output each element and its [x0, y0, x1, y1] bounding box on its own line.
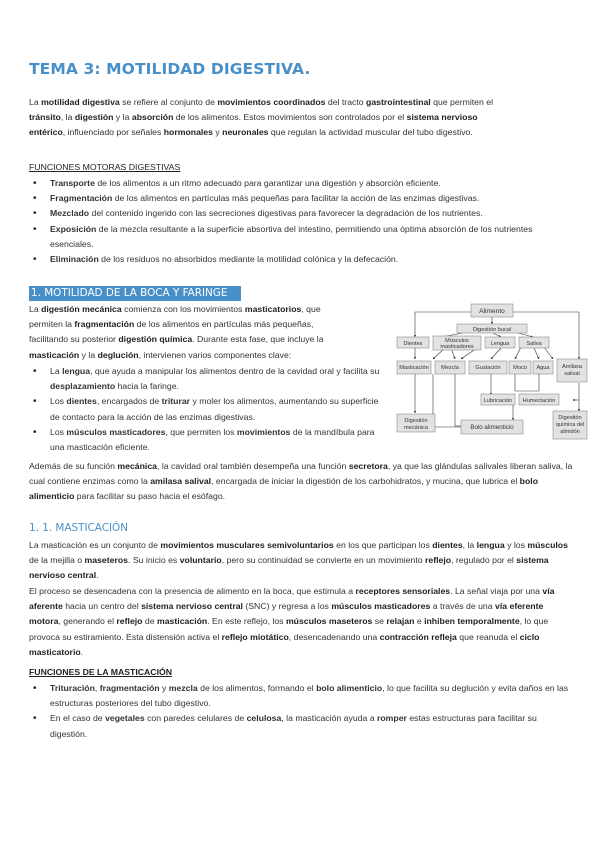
diagram-box-dientes: [397, 337, 429, 348]
diagram-box-lubricacion: [481, 394, 515, 405]
diagram-box-amilasa-salival: [557, 359, 587, 382]
svg-text:masticadores: masticadores: [440, 344, 474, 350]
diagram-box-masticacion: [397, 361, 431, 374]
section-1-heading: 1. MOTILIDAD DE LA BOCA Y FARINGE: [29, 286, 241, 301]
svg-text:Lubricación: Lubricación: [483, 398, 513, 404]
svg-text:Gustación: Gustación: [475, 365, 501, 371]
section-1-paragraph: La digestión mecánica comienza con los movimientos masticatorios, que permiten la fragmentación de los alimentos en partículas más pequeñas, facilitando su posterior digestión química. Durante esta fase, que incluye la masticación y la deglución, intervienen varios componentes clave:: [29, 304, 324, 360]
list-item: • Mezclado del contenido ingerido con las secreciones digestivas para favorecer la degradación de los nutrientes.: [29, 206, 574, 221]
svg-text:Bolo alimenticio: Bolo alimenticio: [470, 424, 514, 431]
list-item: • Trituración, fragmentación y mezcla de los alimentos, formando el bolo alimenticio, lo que facilita su deglución y evita daños en las estructuras posteriores del tubo digestivo.: [29, 681, 574, 711]
funciones-masticacion-list: [29, 681, 574, 742]
svg-text:Músculos: Músculos: [445, 338, 469, 344]
list-item: • Transporte de los alimentos a un ritmo adecuado para garantizar una digestión y absorción eficiente.: [29, 176, 574, 191]
diagram-box-saliva: [519, 337, 549, 348]
diagram-box-gustacion: [469, 361, 507, 374]
funciones-masticacion-heading: FUNCIONES DE LA MASTICACIÓN: [29, 667, 173, 677]
svg-text:Lengua: Lengua: [490, 341, 510, 347]
svg-text:almidón: almidón: [560, 429, 580, 435]
section-1-components-list: [29, 364, 389, 455]
svg-text:Digestión: Digestión: [558, 415, 582, 421]
svg-text:Moco: Moco: [513, 365, 527, 371]
diagram-box-bolo-alimenticio: [461, 420, 523, 434]
funciones-motoras-list: [29, 176, 574, 267]
list-item: • La lengua, que ayuda a manipular los alimentos dentro de la cavidad oral y facilita su desplazamiento hacia la faringe.: [29, 364, 389, 394]
svg-text:Digestión bucal: Digestión bucal: [472, 327, 512, 333]
section-1-secretora-paragraph: Además de su función mecánica, la cavidad oral también desempeña una función secretora, ya que las glándulas salivales liberan saliva, la cual contiene enzimas como la amilasa salival, encargada de iniciar la digestión de los carbohidratos, y mucina, que lubrica el bolo alimenticio para facilitar su paso hacia el esófago.: [29, 461, 573, 502]
list-item: • Exposición de la mezcla resultante a la superficie absortiva del intestino, permitiendo una óptima absorción de los nutrientes esenciales.: [29, 222, 574, 252]
list-item: • Los dientes, encargados de triturar y moler los alimentos, aumentando su superficie de contacto para la acción de las enzimas digestivas.: [29, 394, 389, 424]
svg-text:mecánica: mecánica: [404, 425, 428, 431]
svg-text:Saliva: Saliva: [526, 341, 542, 347]
diagram-box-mezcla: [435, 361, 465, 374]
diagram-box-musculos: [433, 336, 481, 350]
svg-text:Humectación: Humectación: [522, 398, 556, 404]
svg-text:Dientes: Dientes: [403, 341, 423, 347]
funciones-motoras-heading: FUNCIONES MOTORAS DIGESTIVAS: [29, 162, 181, 172]
svg-text:química del: química del: [555, 422, 585, 428]
masticacion-paragraph-2: El proceso se desencadena con la presencia de alimento en la boca, que estimula a receptores sensoriales. La señal viaja por una vía aferente hacia un centro del sistema nervioso central (SNC) y regresa a los músculos masticadores a través de una vía eferente motora, generando el reflejo de masticación. En este reflejo, los músculos maseteros se relajan e inhiben temporalmente, lo que provoca su estiramiento. Esta distensión activa el reflejo miotático, desencadenando una contracción refleja que reanuda el ciclo masticatorio.: [29, 586, 555, 657]
list-item: • En el caso de vegetales con paredes celulares de celulosa, la masticación ayuda a romper estas estructuras para facilitar su digestión.: [29, 711, 574, 741]
intro-paragraph: La motilidad digestiva se refiere al conjunto de movimientos coordinados del tracto gastrointestinal que permiten el tránsito, la digestión y la absorción de los alimentos. Estos movimientos son controlados por el sistema nervioso entérico, influenciado por señales hormonales y neuronales que regulan la actividad muscular del tubo digestivo.: [29, 97, 494, 138]
diagram-box-digestion-quimica: [553, 411, 587, 439]
diagram-box-moco: [509, 361, 531, 374]
list-item: • Eliminación de los residuos no absorbidos mediante la motilidad colónica y la defecación.: [29, 252, 574, 267]
list-item: • Fragmentación de los alimentos en partículas más pequeñas para facilitar la acción de las enzimas digestivas.: [29, 191, 574, 206]
diagram-box-lengua: [485, 337, 515, 348]
svg-text:Digestión: Digestión: [404, 418, 428, 424]
svg-text:salival: salival: [564, 371, 580, 377]
svg-text:Alimento: Alimento: [479, 308, 505, 315]
list-item: • Los músculos masticadores, que permiten los movimientos de la mandíbula para una masticación eficiente.: [29, 425, 389, 455]
svg-text:Agua: Agua: [536, 365, 550, 371]
svg-text:Masticación: Masticación: [399, 365, 429, 371]
diagram-box-digestion-mecanica: [397, 414, 435, 432]
svg-text:Mezcla: Mezcla: [441, 365, 459, 371]
digestion-bucal-diagram: [393, 301, 588, 442]
diagram-box-alimento: [471, 304, 513, 317]
diagram-box-humectacion: [519, 394, 559, 405]
svg-text:Amilasa: Amilasa: [562, 364, 582, 370]
masticacion-paragraph-1: La masticación es un conjunto de movimientos musculares semivoluntarios en los que participan los dientes, la lengua y los músculos de la mejilla o maseteros. Su inicio es voluntario, pero su continuidad se convierte en un movimiento reflejo, regulado por el sistema nervioso central.: [29, 540, 568, 581]
page-title: TEMA 3: MOTILIDAD DIGESTIVA.: [29, 60, 311, 78]
diagram-box-digestion-bucal: [457, 324, 527, 333]
diagram-box-agua: [533, 361, 553, 374]
section-1-1-heading: 1. 1. MASTICACIÓN: [29, 522, 128, 534]
